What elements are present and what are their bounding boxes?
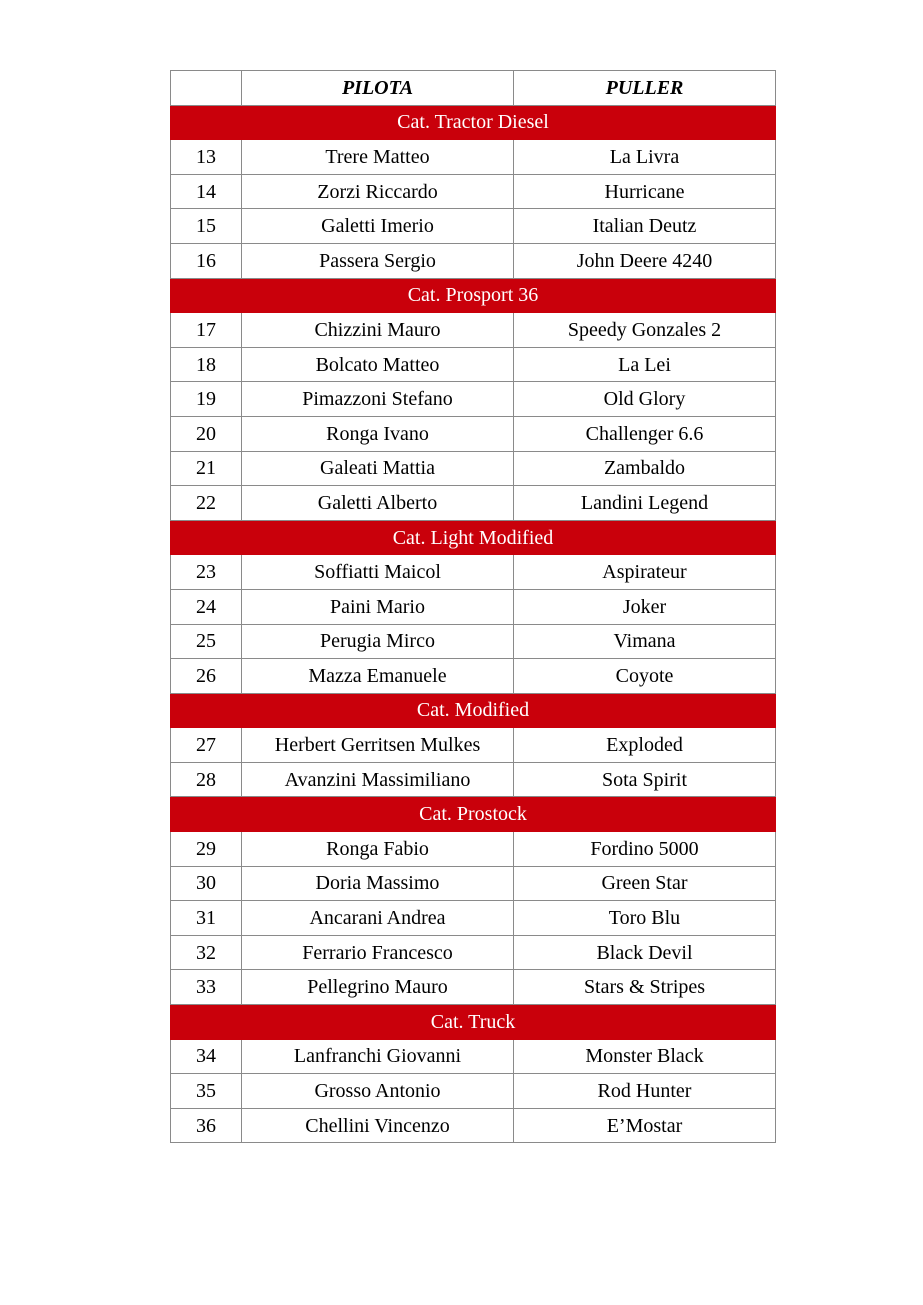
table-row xyxy=(171,624,776,659)
entry-pilot: Ronga Ivano xyxy=(242,416,514,451)
entry-pilot: Doria Massimo xyxy=(242,866,514,901)
entry-number: 29 xyxy=(171,832,242,867)
entry-puller: Toro Blu xyxy=(514,901,776,936)
entry-number: 34 xyxy=(171,1039,242,1074)
entry-number: 26 xyxy=(171,659,242,694)
table-row xyxy=(171,866,776,901)
entry-puller: Fordino 5000 xyxy=(514,832,776,867)
header-pilot: PILOTA xyxy=(242,71,514,106)
entry-number: 20 xyxy=(171,416,242,451)
entry-number: 33 xyxy=(171,970,242,1005)
table-row xyxy=(171,659,776,694)
entry-pilot: Chizzini Mauro xyxy=(242,313,514,348)
table-row xyxy=(171,486,776,521)
category-row xyxy=(171,693,776,728)
entry-puller: Hurricane xyxy=(514,174,776,209)
entry-puller: Coyote xyxy=(514,659,776,694)
entry-puller: Old Glory xyxy=(514,382,776,417)
entry-pilot: Galeati Mattia xyxy=(242,451,514,486)
entry-pilot: Galetti Imerio xyxy=(242,209,514,244)
entry-puller: La Lei xyxy=(514,347,776,382)
entry-puller: John Deere 4240 xyxy=(514,243,776,278)
table-row xyxy=(171,243,776,278)
category-row xyxy=(171,520,776,555)
table-row xyxy=(171,762,776,797)
entry-pilot: Galetti Alberto xyxy=(242,486,514,521)
entry-puller: Landini Legend xyxy=(514,486,776,521)
entry-number: 35 xyxy=(171,1074,242,1109)
header-number xyxy=(171,71,242,106)
table-row xyxy=(171,174,776,209)
entry-pilot: Avanzini Massimiliano xyxy=(242,762,514,797)
header-puller: PULLER xyxy=(514,71,776,106)
entry-puller: Vimana xyxy=(514,624,776,659)
entry-puller: Speedy Gonzales 2 xyxy=(514,313,776,348)
entry-number: 30 xyxy=(171,866,242,901)
category-row xyxy=(171,278,776,313)
table-row xyxy=(171,901,776,936)
entry-pilot: Zorzi Riccardo xyxy=(242,174,514,209)
table-row xyxy=(171,832,776,867)
table-row xyxy=(171,140,776,175)
entry-puller: Joker xyxy=(514,589,776,624)
entry-number: 18 xyxy=(171,347,242,382)
entry-puller: Monster Black xyxy=(514,1039,776,1074)
table-row xyxy=(171,347,776,382)
entry-puller: Sota Spirit xyxy=(514,762,776,797)
entry-puller: E’Mostar xyxy=(514,1108,776,1143)
table-row xyxy=(171,555,776,590)
category-title: Cat. Tractor Diesel xyxy=(171,105,776,140)
entry-number: 13 xyxy=(171,140,242,175)
entry-number: 19 xyxy=(171,382,242,417)
table-row xyxy=(171,382,776,417)
entry-pilot: Ronga Fabio xyxy=(242,832,514,867)
entry-puller: Italian Deutz xyxy=(514,209,776,244)
table-row xyxy=(171,1108,776,1143)
entry-number: 15 xyxy=(171,209,242,244)
entry-puller: Green Star xyxy=(514,866,776,901)
entry-pilot: Pellegrino Mauro xyxy=(242,970,514,1005)
entry-number: 27 xyxy=(171,728,242,763)
header-row xyxy=(171,71,776,106)
entry-puller: Challenger 6.6 xyxy=(514,416,776,451)
table-row xyxy=(171,1074,776,1109)
category-title: Cat. Light Modified xyxy=(171,520,776,555)
entry-number: 28 xyxy=(171,762,242,797)
table-row xyxy=(171,209,776,244)
category-title: Cat. Prostock xyxy=(171,797,776,832)
entry-puller: Zambaldo xyxy=(514,451,776,486)
entry-number: 23 xyxy=(171,555,242,590)
entry-pilot: Soffiatti Maicol xyxy=(242,555,514,590)
category-row xyxy=(171,1005,776,1040)
table-row xyxy=(171,313,776,348)
table-row xyxy=(171,451,776,486)
entry-pilot: Perugia Mirco xyxy=(242,624,514,659)
category-row xyxy=(171,797,776,832)
entry-puller: Stars & Stripes xyxy=(514,970,776,1005)
entry-pilot: Pimazzoni Stefano xyxy=(242,382,514,417)
table-row xyxy=(171,970,776,1005)
category-title: Cat. Truck xyxy=(171,1005,776,1040)
entry-pilot: Paini Mario xyxy=(242,589,514,624)
entry-number: 21 xyxy=(171,451,242,486)
entry-pilot: Grosso Antonio xyxy=(242,1074,514,1109)
entry-puller: Black Devil xyxy=(514,935,776,970)
entry-pilot: Mazza Emanuele xyxy=(242,659,514,694)
entry-number: 25 xyxy=(171,624,242,659)
pilot-puller-table xyxy=(170,70,776,1143)
entry-number: 22 xyxy=(171,486,242,521)
entry-pilot: Trere Matteo xyxy=(242,140,514,175)
entry-puller: La Livra xyxy=(514,140,776,175)
entry-number: 36 xyxy=(171,1108,242,1143)
table-row xyxy=(171,728,776,763)
entry-pilot: Chellini Vincenzo xyxy=(242,1108,514,1143)
entry-number: 31 xyxy=(171,901,242,936)
table-row xyxy=(171,416,776,451)
entry-number: 32 xyxy=(171,935,242,970)
category-title: Cat. Modified xyxy=(171,693,776,728)
entry-pilot: Bolcato Matteo xyxy=(242,347,514,382)
table-row xyxy=(171,589,776,624)
entry-pilot: Herbert Gerritsen Mulkes xyxy=(242,728,514,763)
entry-number: 14 xyxy=(171,174,242,209)
category-row xyxy=(171,105,776,140)
entry-puller: Aspirateur xyxy=(514,555,776,590)
entry-puller: Exploded xyxy=(514,728,776,763)
category-title: Cat. Prosport 36 xyxy=(171,278,776,313)
entry-pilot: Passera Sergio xyxy=(242,243,514,278)
entry-puller: Rod Hunter xyxy=(514,1074,776,1109)
entry-number: 16 xyxy=(171,243,242,278)
table-row xyxy=(171,935,776,970)
entry-number: 24 xyxy=(171,589,242,624)
entry-pilot: Ferrario Francesco xyxy=(242,935,514,970)
entry-pilot: Lanfranchi Giovanni xyxy=(242,1039,514,1074)
table-row xyxy=(171,1039,776,1074)
entry-pilot: Ancarani Andrea xyxy=(242,901,514,936)
table-body xyxy=(171,105,776,1143)
entry-number: 17 xyxy=(171,313,242,348)
